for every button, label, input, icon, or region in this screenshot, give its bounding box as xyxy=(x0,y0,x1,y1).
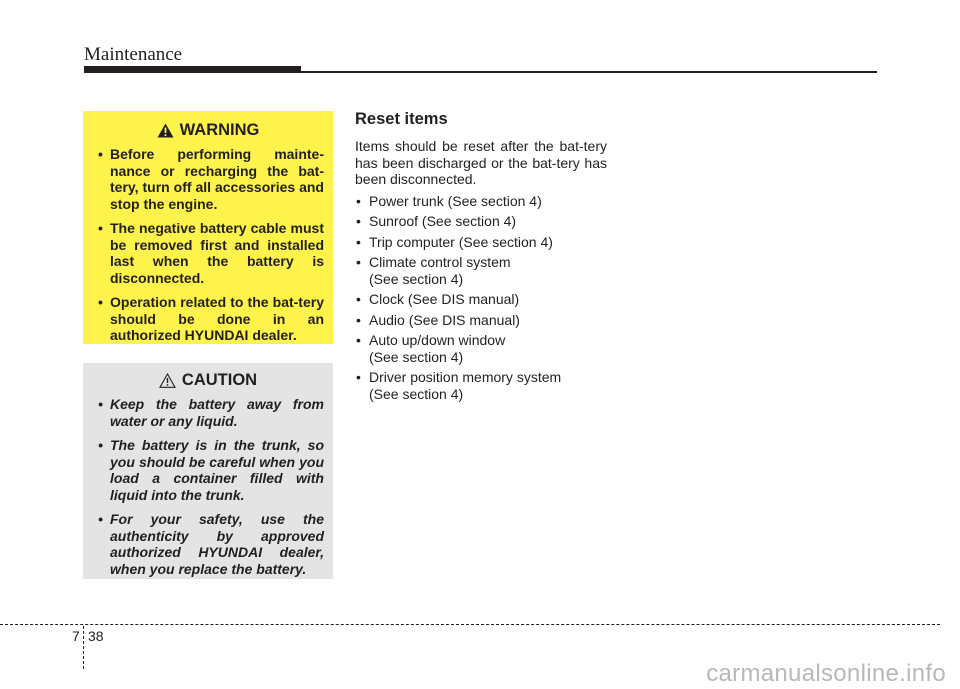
intro-paragraph: Items should be reset after the bat-tery has been discharged or the bat-tery has been disconnected. xyxy=(355,138,607,187)
warning-box xyxy=(83,111,333,344)
warning-title: WARNING xyxy=(179,121,260,139)
item-subtext: (See section 4) xyxy=(369,385,464,402)
page-number: 38 xyxy=(88,628,104,644)
section-heading: Reset items xyxy=(355,110,448,128)
item-subtext: (See section 4) xyxy=(369,348,464,365)
warning-item: • The negative battery cable must be removed first and installed last when the battery is disconnected. xyxy=(92,220,324,286)
list-item xyxy=(355,312,607,329)
page-header-title: Maintenance xyxy=(84,44,183,65)
reset-items-list xyxy=(355,193,607,403)
list-item xyxy=(355,213,607,230)
caution-triangle-icon xyxy=(159,373,176,388)
caution-list xyxy=(92,396,324,577)
warning-item: • Operation related to the bat-tery should be done in an authorized HYUNDAI dealer. xyxy=(92,294,324,344)
item-text: Trip computer (See section 4) xyxy=(369,233,553,250)
item-text: Sunroof (See section 4) xyxy=(369,213,517,229)
item-text: Audio (See DIS manual) xyxy=(369,311,520,328)
warning-header xyxy=(92,121,324,140)
header-rule xyxy=(301,71,877,73)
reset-items-section xyxy=(355,110,607,406)
warning-item: • Before performing mainte-nance or recharging the bat-tery, turn off all accessories and stop the engine. xyxy=(92,146,324,212)
list-item xyxy=(355,291,607,308)
caution-title: CAUTION xyxy=(181,371,258,389)
item-text: Auto up/down window xyxy=(369,332,506,348)
item-text: Power trunk (See section 4) xyxy=(369,192,542,209)
list-item xyxy=(355,332,607,365)
item-text: Clock (See DIS manual) xyxy=(369,291,520,307)
warning-list xyxy=(92,146,324,344)
footer-dashed-divider xyxy=(83,626,84,669)
item-subtext: (See section 4) xyxy=(369,270,464,287)
list-item xyxy=(355,234,607,251)
warning-triangle-icon xyxy=(157,123,174,138)
watermark: carmanualsonline.info xyxy=(706,660,946,687)
header-bar xyxy=(84,66,301,73)
caution-box xyxy=(83,363,333,579)
item-text: Driver position memory system xyxy=(369,369,562,385)
list-item xyxy=(355,193,607,210)
list-item xyxy=(355,369,607,402)
caution-item: • For your safety, use the authenticity by approved authorized HYUNDAI dealer, when you replace the battery. xyxy=(92,511,324,577)
footer-dashed-rule xyxy=(0,624,940,625)
item-text: Climate control system xyxy=(369,254,511,270)
list-item xyxy=(355,254,607,287)
caution-item: • The battery is in the trunk, so you should be careful when you load a container filled with liquid into the trunk. xyxy=(92,437,324,503)
caution-header xyxy=(92,371,324,390)
caution-item: • Keep the battery away from water or any liquid. xyxy=(92,396,324,429)
chapter-number: 7 xyxy=(72,628,80,644)
